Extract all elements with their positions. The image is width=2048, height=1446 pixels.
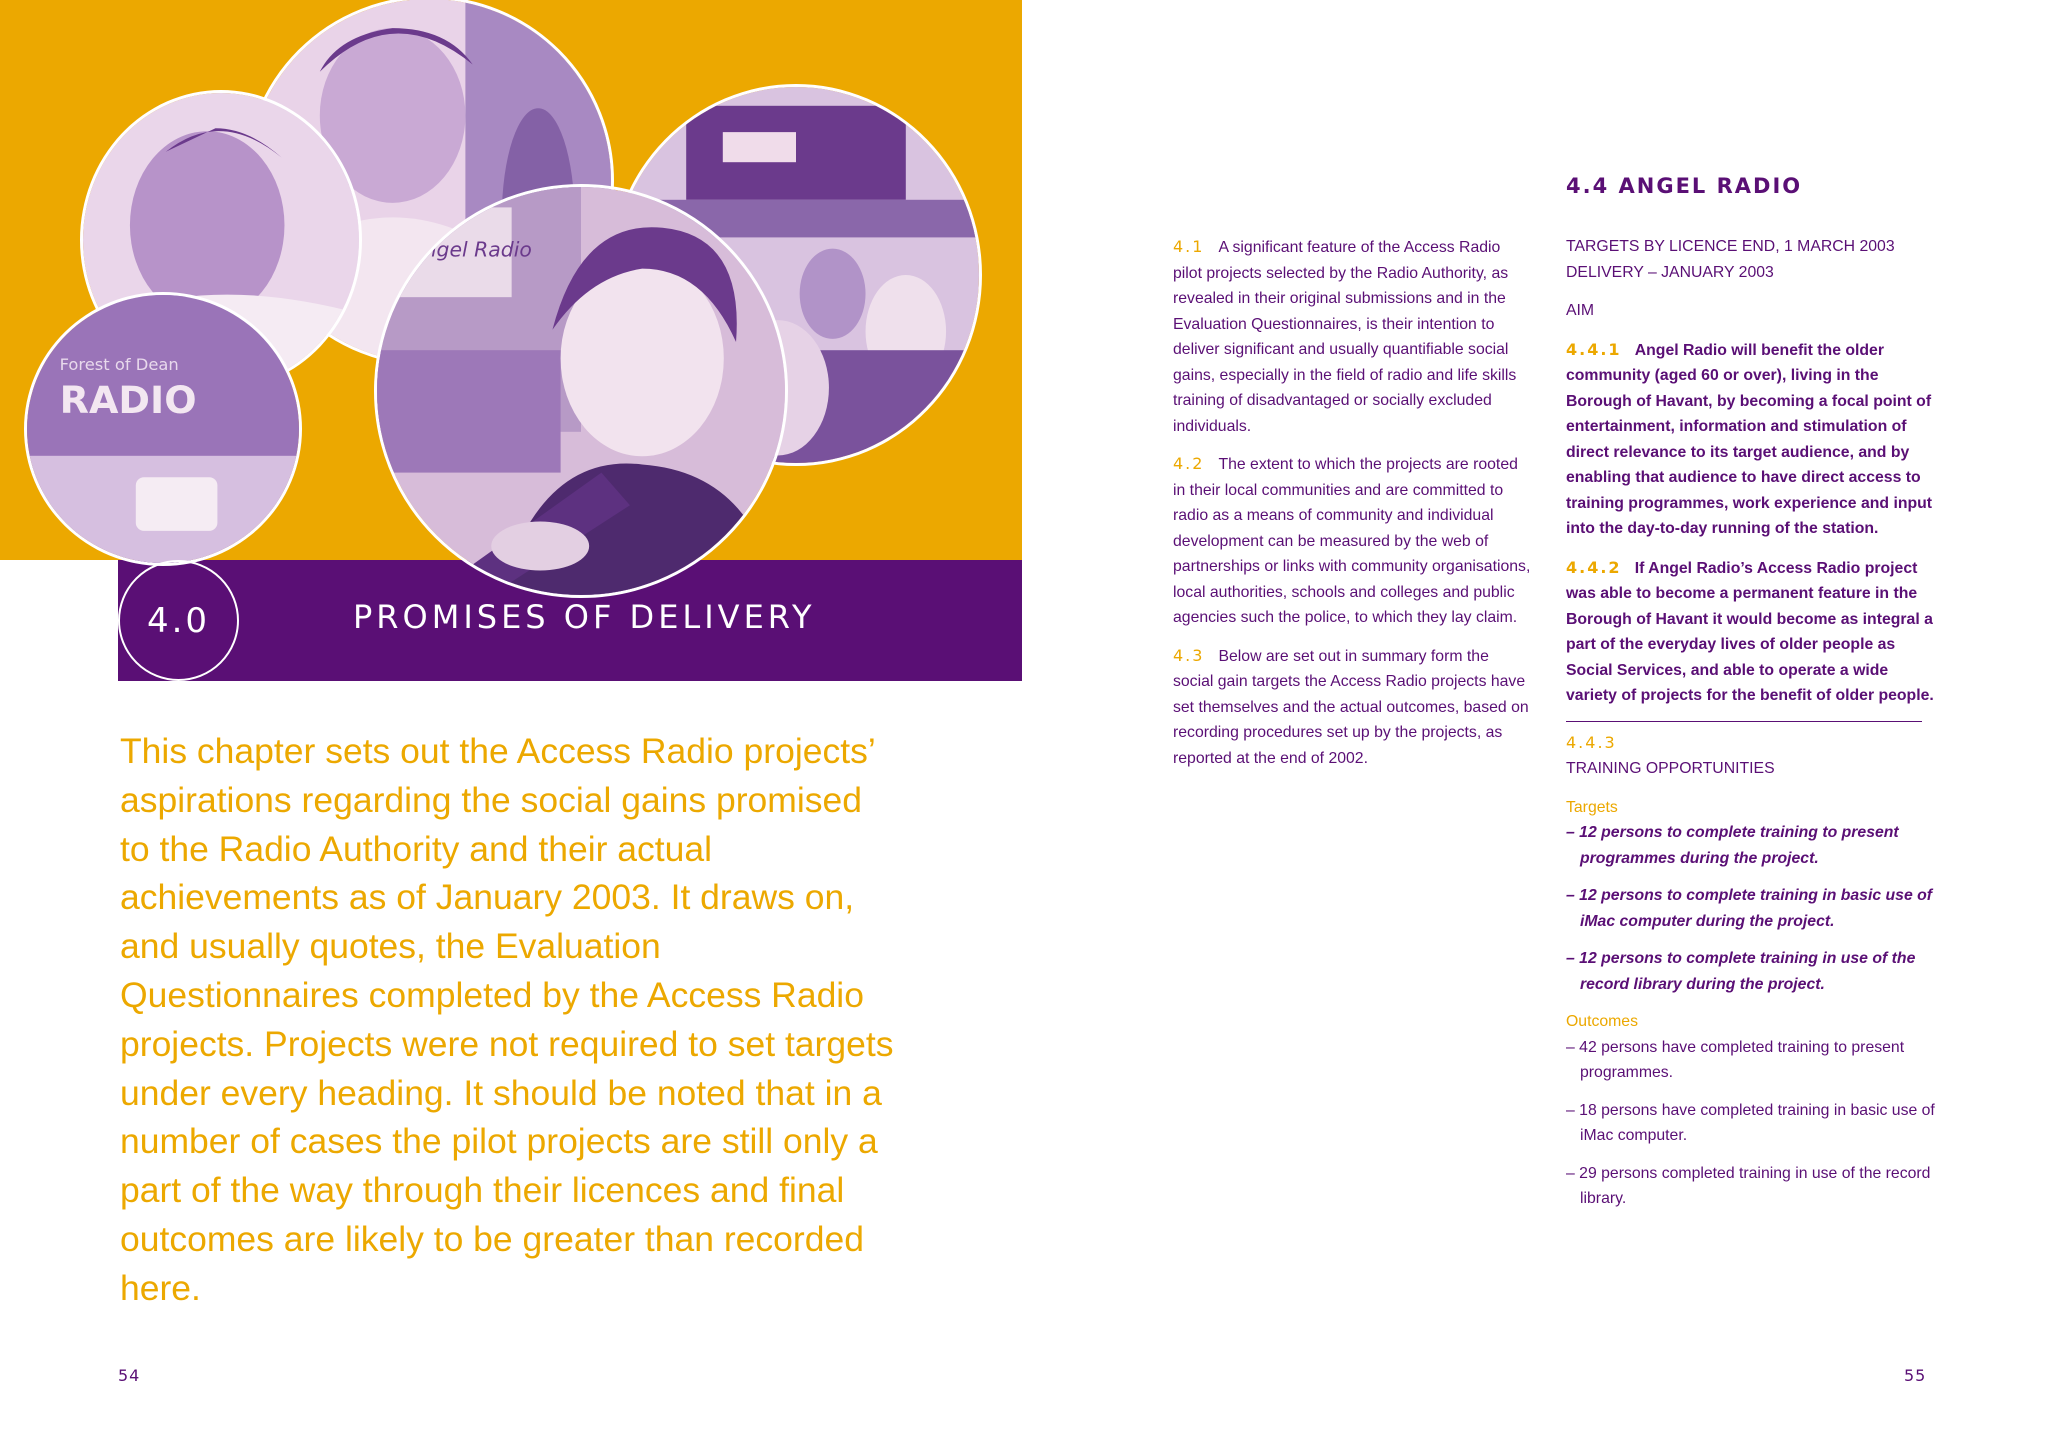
page-number-left: 54 [118, 1366, 141, 1385]
paragraph-text: If Angel Radio’s Access Radio project was able to become a permanent feature in the Borough of Havant it would become as integral a part of the everyday lives of older people as Social Services, and able to operate a wide variety of projects for the benefit of older people. [1566, 559, 1934, 704]
page-number-right: 55 [1904, 1366, 1927, 1385]
targets-label: Targets [1566, 798, 1618, 816]
banner-sign-text: Angel Radio [409, 237, 532, 262]
outcome-item: – 18 persons have completed training in basic use of iMac computer. [1566, 1101, 1935, 1144]
paragraph-4-4-2 [1566, 555, 1938, 709]
outcome-item: – 29 persons completed training in use of the record library. [1566, 1164, 1931, 1207]
paragraph-4-4-1 [1566, 337, 1938, 542]
targets-line: TARGETS BY LICENCE END, 1 MARCH 2003 [1566, 238, 1895, 255]
tshirt-small-text: Forest of Dean [59, 355, 179, 375]
paragraph-text: The extent to which the projects are rooted in their local communities and are committed to radio as a means of community and individual development can be measured by the web of partnerships or links with community organisations, local authorities, schools and colleges and public agencies such the police, to which they lay claim. [1173, 456, 1531, 626]
paragraph-number: 4.3 [1173, 645, 1205, 665]
target-item: – 12 persons to complete training to present programmes during the project. [1566, 824, 1899, 867]
paragraph-number: 4.4.3 [1566, 732, 1617, 752]
paragraph-4-1 [1173, 234, 1533, 439]
photo-boy-circle [374, 184, 788, 598]
target-item: – 12 persons to complete training in basic use of iMac computer during the project. [1566, 887, 1933, 930]
delivery-line: DELIVERY – JANUARY 2003 [1566, 263, 1774, 281]
intro-paragraphs-column [1173, 234, 1533, 783]
paragraph-text: A significant feature of the Access Radio pilot projects selected by the Radio Authority, as revealed in their original submissions and in the Evaluation Questionnaires, is their intention to deliver significant and usually quantifiable social gains, especially in the field of radio and life skills training of disadvantaged or socially excluded individuals. [1173, 239, 1517, 435]
divider [1566, 721, 1922, 722]
paragraph-4-2 [1173, 451, 1533, 631]
paragraph-number: 4.4.2 [1566, 557, 1622, 577]
paragraph-text: Angel Radio will benefit the older community (aged 60 or over), living in the Borough of Havant, by becoming a focal point of entertainment, information and stimulation of direct relevance to its target audience, and by enabling that audience to have direct access to training programmes, work experience and input into the day-to-day running of the station. [1566, 341, 1933, 537]
aim-label: AIM [1566, 302, 1595, 319]
section-heading: 4.4 ANGEL RADIO [1566, 174, 1803, 198]
tshirt-radio-text: RADIO [59, 378, 197, 422]
outcome-item: – 42 persons have completed training to present programmes. [1566, 1038, 1905, 1081]
paragraph-4-4-3-number [1566, 730, 1938, 757]
angel-radio-column [1566, 234, 1938, 1212]
target-item: – 12 persons to complete training in use of the record library during the project. [1566, 950, 1916, 993]
paragraph-text: Below are set out in summary form the social gain targets the Access Radio projects have set themselves and the actual outcomes, based on recording procedures set up by the projects, as reported at the end of 2002. [1173, 647, 1529, 767]
photo-tshirt-circle [24, 292, 302, 566]
paragraph-number: 4.2 [1173, 454, 1205, 473]
paragraph-number: 4.4.1 [1566, 339, 1622, 359]
paragraph-number: 4.1 [1173, 237, 1205, 256]
intro-paragraph: This chapter sets out the Access Radio projects’ aspirations regarding the social gains promised to the Radio Authority and their actual achievements as of January 2003. It draws on, and usually quotes, the Evaluation Questionnaires completed by the Access Radio projects. Projects were not required to set targets under every heading. It should be noted that in a number of cases the pilot projects are still only a part of the way through their licences and final outcomes are likely to be greater than recorded here. [120, 731, 894, 1308]
training-opportunities-title: TRAINING OPPORTUNITIES [1566, 760, 1775, 777]
chapter-number: 4.0 [118, 560, 239, 681]
paragraph-4-3 [1173, 643, 1533, 772]
chapter-title: PROMISES OF DELIVERY [353, 598, 816, 636]
outcomes-label: Outcomes [1566, 1013, 1638, 1030]
